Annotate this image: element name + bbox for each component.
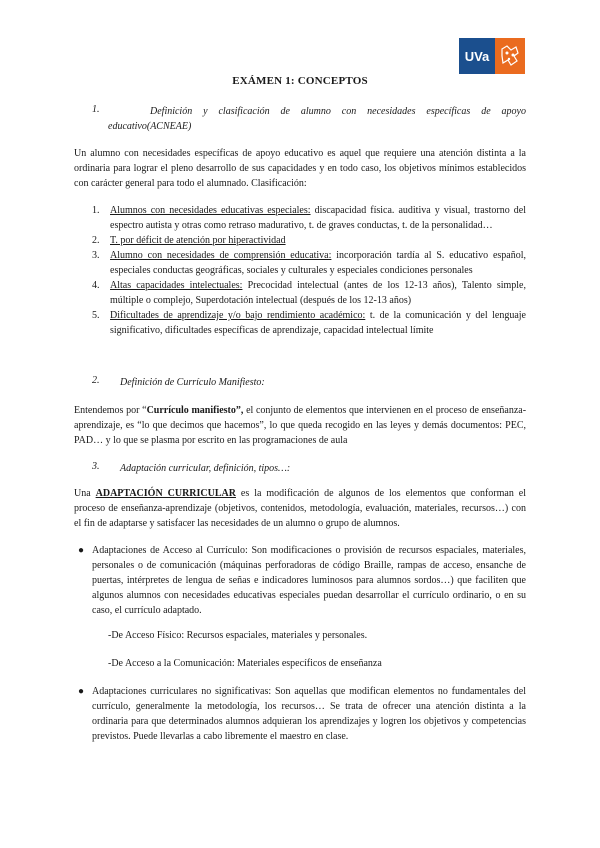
uva-emblem-icon	[495, 38, 525, 74]
list-item: 4. Altas capacidades intelectuales: Precocidad intelectual (antes de los 12-13 años), Talento simple, múltiple o complejo, Superdotación intelectual (después de los 12-13 años)	[92, 280, 526, 306]
logo-text: UVa	[459, 38, 495, 74]
list-item: 1. Alumnos con necesidades educativas especiales: discapacidad física. auditiva y visual, trastorno del espectro autista y otras como retraso madurativo, t. de graves conductas, t. de la personalidad…	[92, 205, 526, 231]
bullet-icon: ●	[78, 686, 85, 697]
bullet-acceso-curriculo: ● Adaptaciones de Acceso al Currículo: Son modificaciones o provisión de recursos espaciales, materiales, personales o de comunicación (máquinas perforadoras de código Braille, rampas de acceso, ensanche de puertas, intérpretes de lengua de señas e indicadores luminosos para alumnos sordos…) que faciliten que algunos alumnos con necesidades educativas especiales puedan desarrollar el currículo ordinario, o en su caso, el currículo adaptado.	[78, 545, 526, 616]
section3-heading: Adaptación curricular, definición, tipos…:	[120, 463, 291, 474]
list-item: 5. Dificultades de aprendizaje y/o bajo rendimiento académico: t. de la comunicación y del lenguaje significativo, dificultades específicas de aprendizaje, capacidad intelectual límite	[92, 310, 526, 336]
page-title: EXÁMEN 1: CONCEPTOS	[232, 75, 368, 87]
section3-number: 3.	[92, 461, 100, 472]
sub-acceso-comunicacion: -De Acceso a la Comunicación: Materiales específicos de enseñanza	[108, 658, 382, 669]
section1-paragraph: Un alumno con necesidades específicas de apoyo educativo es aquel que requiere una atención distinta a la ordinaria para lograr el pleno desarrollo de sus capacidades y en todo caso, los objetivos mínimos establecidos con carácter general para todo el alumnado. Clasificación:	[74, 148, 526, 189]
bullet-icon: ●	[78, 545, 85, 556]
uva-logo	[459, 38, 525, 74]
bullet-no-significativas: ● Adaptaciones curriculares no significativas: Son aquellas que modifican elementos no fundamentales del currículo, generalmente la metodología, los recursos… Se trata de ofrecer una atención distinta a la ordinaria para que determinados alumnos adquieran los aprendizajes y logren los objetivos y competencias previstos. Puede llevarlas a cabo libremente el maestro en clase.	[78, 686, 526, 742]
section2-heading: Definición de Currículo Manifiesto:	[120, 377, 265, 388]
acneae-list	[74, 203, 526, 338]
section1-number: 1.	[92, 104, 100, 115]
section2-paragraph: Entendemos por “Currículo manifiesto”, el conjunto de elementos que intervienen en el proceso de enseñanza-aprendizaje, es “lo que decimos que hacemos”, lo que queda recogido en las leyes y demás documentos: PEC, PAD… y lo que se plasma por escrito en las programaciones de aula	[74, 405, 527, 446]
section1-heading: Definición y clasificación de alumno con necesidades específicas de apoyo educativo(ACNEAE)	[108, 106, 526, 132]
list-item: 3. Alumno con necesidades de comprensión educativa: incorporación tardía al S. educativo español, especiales conductas geográficas, sociales y culturales y especiales condiciones personales	[92, 250, 526, 276]
section2-number: 2.	[92, 375, 100, 386]
section3-paragraph: Una ADAPTACIÓN CURRICULAR es la modificación de algunos de los elementos que conforman el proceso de enseñanza-aprendizaje (objetivos, contenidos, metodología, evaluación, materiales, recursos…) con el fin de adaptarse y satisfacer las necesidades de un alumno o grupo de alumnos.	[74, 488, 526, 529]
sub-acceso-fisico: -De Acceso Físico: Recursos espaciales, materiales y personales.	[108, 630, 368, 641]
list-item: 2. T. por déficit de atención por hiperactividad	[92, 235, 286, 246]
